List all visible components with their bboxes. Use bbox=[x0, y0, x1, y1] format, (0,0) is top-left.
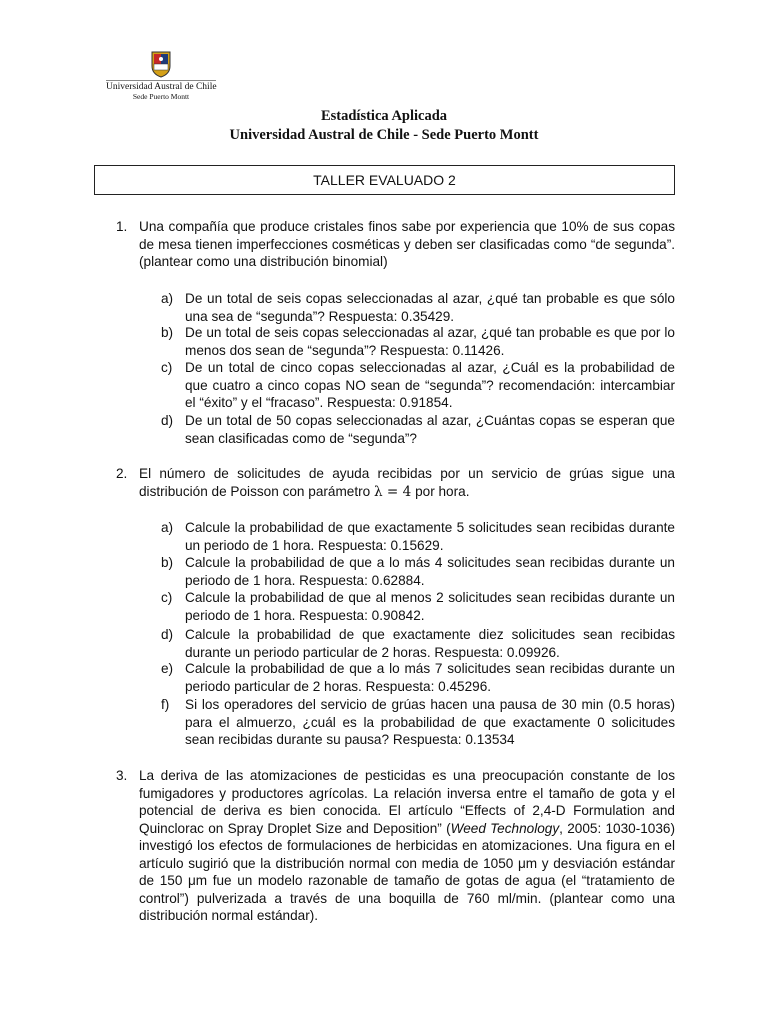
journal-name: Weed Technology bbox=[450, 820, 560, 836]
part-text: Calcule la probabilidad de que exactamente 5 solicitudes sean recibidas durante un periodo de 1 hora. Respuesta: 0.15629. bbox=[185, 520, 675, 553]
question-text: El número de solicitudes de ayuda recibidas por un servicio de grúas sigue una distribución de Poisson con parámetro bbox=[139, 466, 675, 499]
part-label: a) bbox=[161, 291, 174, 306]
part-label: c) bbox=[161, 360, 173, 375]
question-2-text bbox=[139, 465, 675, 501]
question-text: , 2005: 1030-1036) investigó los efectos de formulaciones de herbicidas en atomizaciones. Una figura en el artículo sugirió que la distribución normal con media de 1050 μm y desviación estándar de 150 μm fue un modelo razonable de tamaño de gotas de agua (el “tratamiento de control”) pulverizada a través de una boquilla de 760 ml/min. (plantear como una distribución normal estándar). bbox=[139, 820, 676, 923]
part-text: De un total de 50 copas seleccionadas al azar, ¿Cuántas copas se esperan que sean clasificadas como de “segunda”? bbox=[185, 413, 675, 446]
part-label: c) bbox=[161, 590, 173, 605]
part-label: b) bbox=[161, 325, 174, 340]
part-text: De un total de cinco copas seleccionadas al azar, ¿Cuál es la probabilidad de que cuatro a cinco copas NO sean de “segunda”? recomendación: intercambiar el “éxito” y el “fracaso”. Respuesta: 0.91854. bbox=[185, 360, 675, 410]
logo-campus-name: Sede Puerto Montt bbox=[132, 92, 190, 101]
course-title: Estadística Aplicada bbox=[320, 108, 448, 124]
part-label: d) bbox=[161, 627, 174, 642]
question-text: Una compañía que produce cristales finos sabe por experiencia que 10% de sus copas de mesa tienen imperfecciones cosméticas y deben ser clasificadas como “de segunda”. (plantear como una distribución binomial) bbox=[139, 219, 675, 269]
university-crest-icon bbox=[150, 50, 172, 78]
part-label: d) bbox=[161, 413, 174, 428]
question-text: La deriva de las atomizaciones de pesticidas es una preocupación constante de los fumigadores y productores agrícolas. La relación inversa entre el tamaño de gota y el potencial de deriva es bien conocida. El artículo “Effects of 2,4-D Formulation and Quinclorac on Spray Droplet Size and Deposition” ( bbox=[139, 768, 675, 836]
part-text: Calcule la probabilidad de que exactamente diez solicitudes sean recibidas durante un periodo particular de 2 horas. Respuesta: 0.09926. bbox=[185, 627, 675, 660]
part-label: a) bbox=[161, 520, 174, 535]
logo-university-name: Universidad Austral de Chile bbox=[106, 82, 217, 92]
lambda-parameter: λ = 4 bbox=[374, 483, 412, 500]
part-label: e) bbox=[161, 661, 174, 676]
part-label: f) bbox=[161, 697, 170, 712]
part-text: Calcule la probabilidad de que a lo más 7 solicitudes sean recibidas durante un periodo particular de 2 horas. Respuesta: 0.45296. bbox=[185, 661, 675, 694]
institution-title: Universidad Austral de Chile - Sede Puerto Montt bbox=[229, 127, 539, 143]
part-text: De un total de seis copas seleccionadas al azar, ¿qué tan probable es que por lo menos dos sean de “segunda”? Respuesta: 0.11426. bbox=[185, 325, 675, 358]
university-logo bbox=[106, 50, 216, 101]
question-1-text bbox=[139, 218, 675, 271]
part-text: Si los operadores del servicio de grúas hacen una pausa de 30 min (0.5 horas) para el almuerzo, ¿cuál es la probabilidad de que exactamente 0 solicitudes sean recibidas durante su pausa? Respuesta: 0.13534 bbox=[185, 697, 675, 747]
question-number: 3. bbox=[116, 768, 128, 783]
question-number: 2. bbox=[116, 466, 128, 481]
part-text: Calcule la probabilidad de que al menos 2 solicitudes sean recibidas durante un periodo de 1 hora. Respuesta: 0.90842. bbox=[185, 590, 675, 623]
part-text: De un total de seis copas seleccionadas al azar, ¿qué tan probable es que sólo una sea de “segunda”? Respuesta: 0.35429. bbox=[185, 291, 675, 324]
question-number: 1. bbox=[116, 219, 128, 234]
question-3-text bbox=[139, 767, 675, 925]
part-text: Calcule la probabilidad de que a lo más 4 solicitudes sean recibidas durante un periodo de 1 hora. Respuesta: 0.62884. bbox=[185, 555, 675, 588]
question-text: por hora. bbox=[411, 483, 470, 499]
document-title: TALLER EVALUADO 2 bbox=[94, 165, 675, 195]
part-label: b) bbox=[161, 555, 174, 570]
